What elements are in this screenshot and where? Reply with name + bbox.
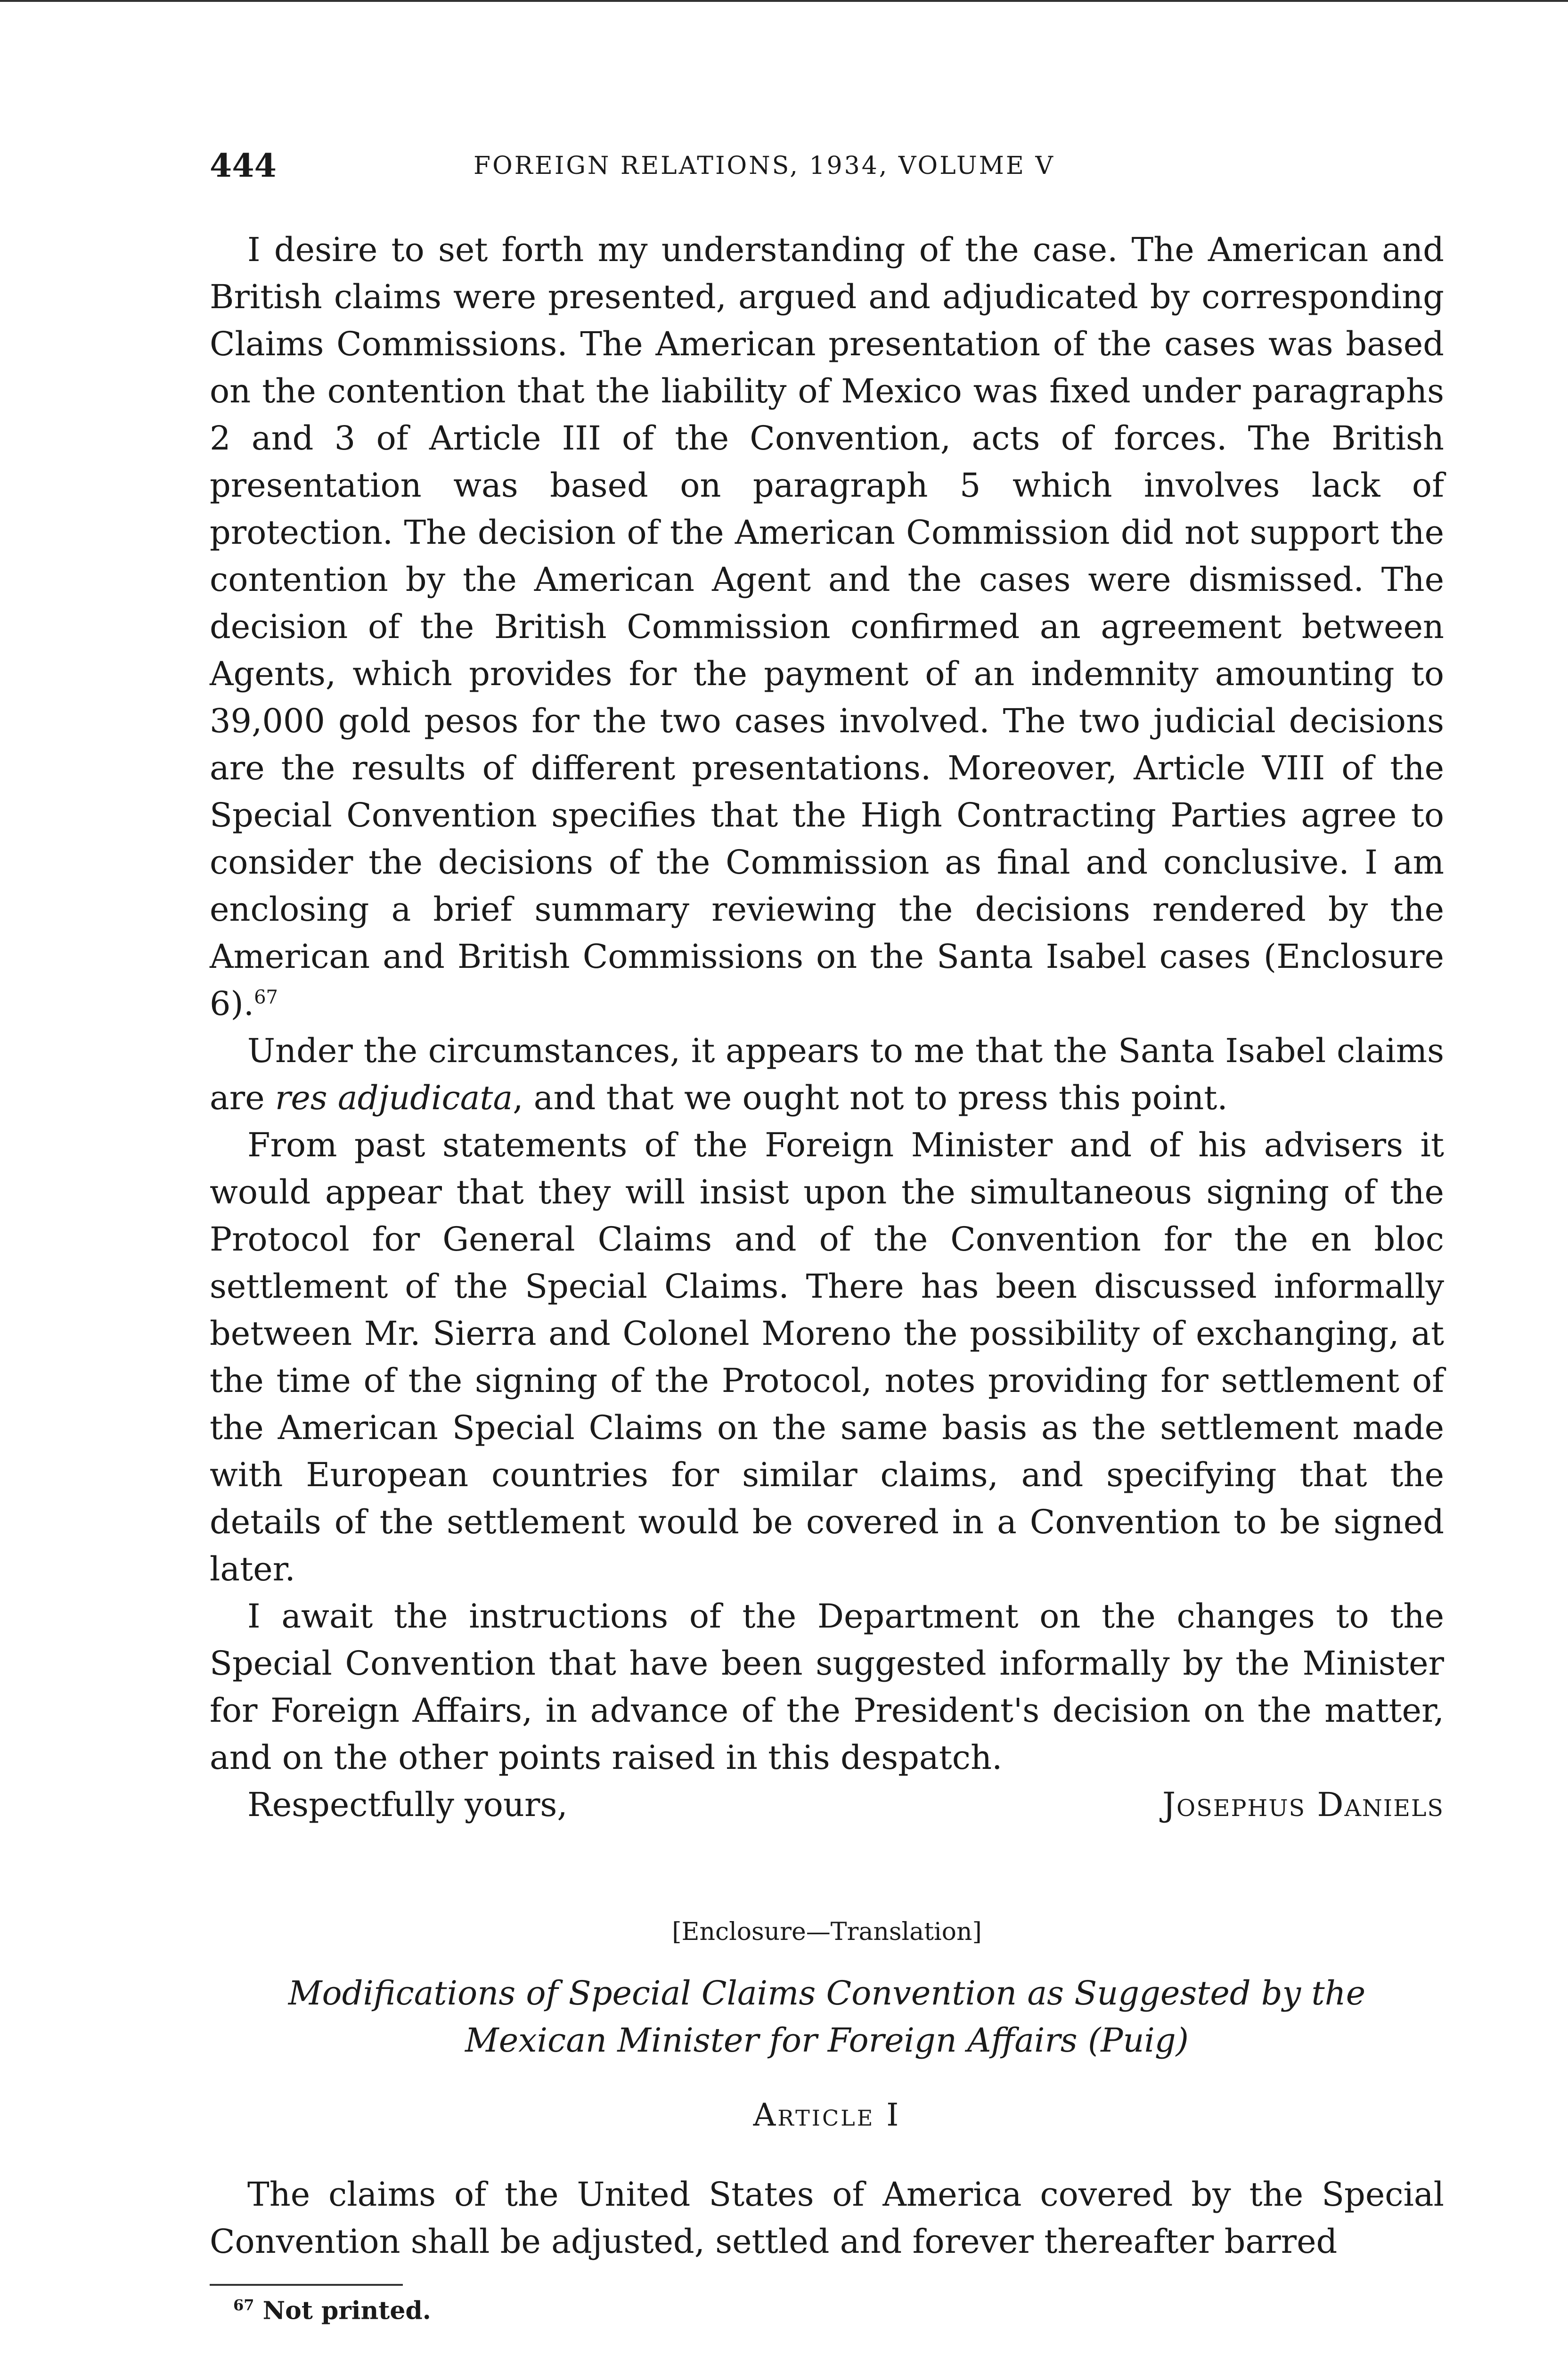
footnote-ref: 67 — [254, 986, 278, 1008]
paragraph-2 — [210, 1027, 1444, 1121]
page — [210, 141, 1444, 2325]
paragraph-1-text: I desire to set forth my understanding of the case. The American and British claims were presented, argued and adjudicated by corresponding Claims Commissions. The American presentation of the cases was based on the contention that the liability of Mexico was fixed under paragraphs 2 and 3 of Article III of the Convention, acts of forces. The British presentation was based on paragraph 5 which involves lack of protection. The decision of the American Commission did not support the contention by the American Agent and the cases were dismissed. The decision of the British Commission confirmed an agreement between Agents, which provides for the payment of an indemnity amounting to 39,000 gold pesos for the two cases involved. The two judicial decisions are the results of different presentations. Moreover, Article VIII of the Special Convention specifies that the High Contracting Parties agree to consider the decisions of the Commission as final and conclusive. I am enclosing a brief summary reviewing the decisions rendered by the American and British Commissions on the Santa Isabel cases (Enclosure 6). — [210, 230, 1444, 1023]
enclosure-title: Modifications of Special Claims Convention as Suggested by the Mexican Minister for Foreign Affairs (Puig) — [288, 1974, 1366, 2060]
paragraph-3: From past statements of the Foreign Minister and of his advisers it would appear that they will insist upon the simultaneous signing of the Protocol for General Claims and of the Convention for the en bloc settlement of the Special Claims. There has been discussed informally between Mr. Sierra and Colonel Moreno the possibility of exchanging, at the time of the signing of the Protocol, notes providing for settlement of the American Special Claims on the same basis as the settlement made with European countries for similar claims, and specifying that the details of the settlement would be covered in a Convention to be signed later. — [210, 1126, 1444, 1588]
top-rule — [0, 0, 1568, 2]
closing: Respectfully yours, — [247, 1785, 568, 1824]
article-heading: Article I — [753, 2097, 901, 2133]
letter-body — [210, 226, 1444, 1828]
page-number: 444 — [210, 147, 277, 185]
res-adjudicata: res adjudicata — [275, 1079, 513, 1117]
paragraph-2-text-a: Under the circumstances, it appears to me that the Santa Isabel claims are — [210, 1031, 1444, 1117]
paragraph-2-text-b: , and that we ought not to press this point. — [513, 1079, 1228, 1117]
paragraph-1 — [210, 226, 1444, 1027]
article-text: The claims of the United States of America covered by the Special Convention shall be adjusted, settled and forever thereafter barred — [210, 2175, 1444, 2261]
running-head: FOREIGN RELATIONS, 1934, VOLUME V — [474, 152, 1055, 180]
enclosure-label: [Enclosure—Translation] — [672, 1918, 982, 1946]
paragraph-4: I await the instructions of the Department on the changes to the Special Convention that have been suggested informally by the Minister for Foreign Affairs, in advance of the President's decision on the matter, and on the other points raised in this despatch. — [210, 1597, 1444, 1777]
footnote-rule — [210, 2284, 403, 2286]
page-header — [210, 141, 1444, 193]
footnote — [210, 2296, 1444, 2325]
footnote-text: Not printed. — [262, 2296, 431, 2325]
footnote-marker: 67 — [233, 2296, 254, 2314]
signer-name: Josephus Daniels — [1162, 1785, 1444, 1824]
signoff — [210, 1781, 1444, 1828]
